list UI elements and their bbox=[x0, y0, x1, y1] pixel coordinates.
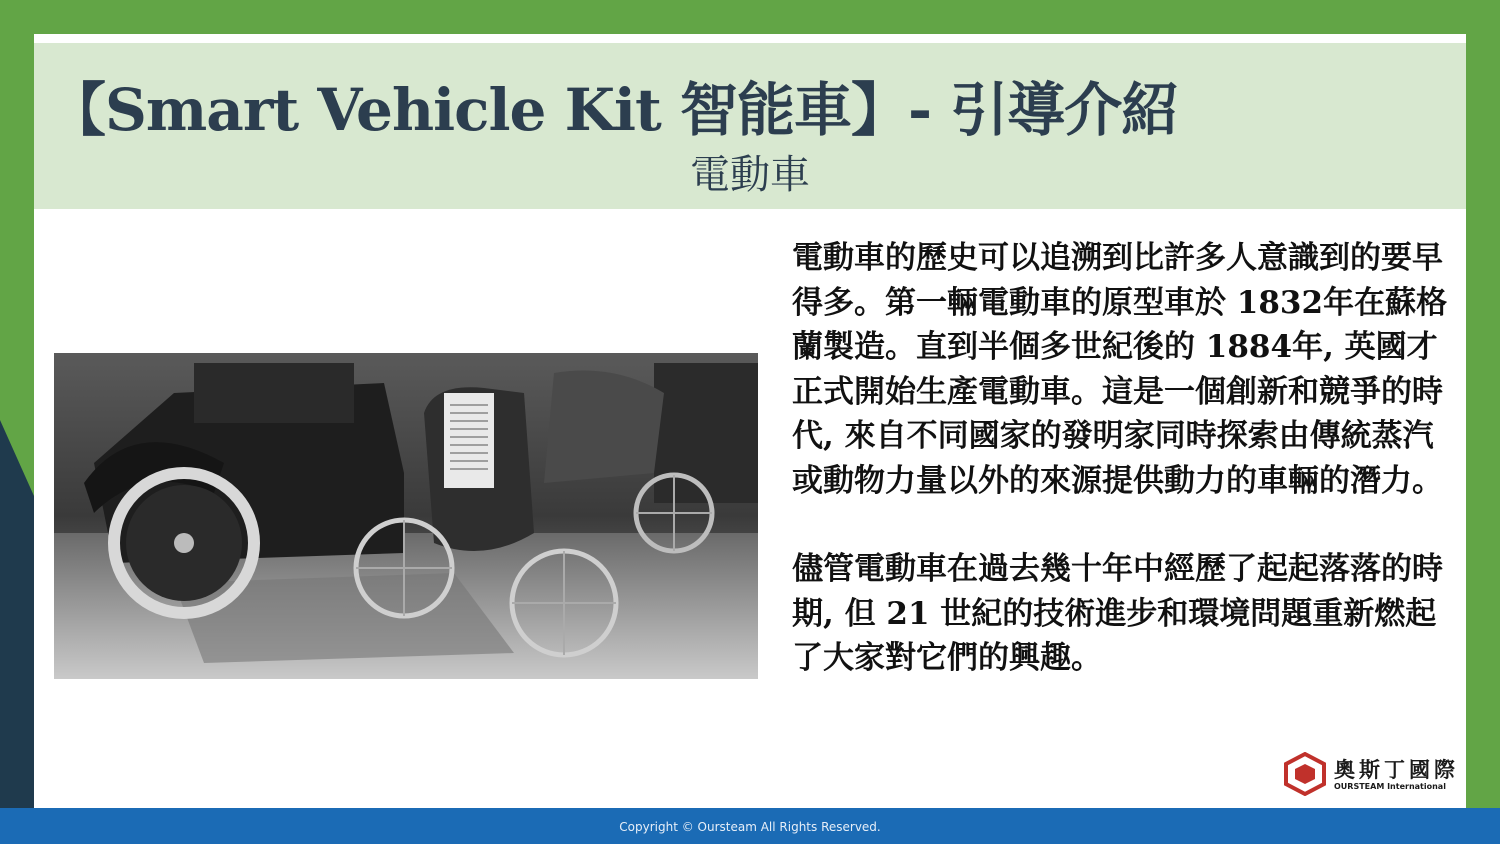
vintage-electric-car-photo bbox=[54, 353, 758, 679]
logo-name-cn: 奧斯丁國際 bbox=[1334, 758, 1459, 782]
cube-logo-icon bbox=[1284, 752, 1326, 796]
paragraph-modern: 儘管電動車在過去幾十年中經歷了起起落落的時期, 但 21 世紀的技術進步和環境問題重新燃起了大家對它們的興趣。 bbox=[792, 551, 1443, 676]
copyright-text: Copyright © Oursteam All Rights Reserved. bbox=[619, 820, 881, 834]
slide-title: 【Smart Vehicle Kit 智能車】- 引導介紹 bbox=[48, 76, 1179, 144]
company-logo bbox=[1284, 752, 1464, 796]
logo-name-en: OURSTEAM International bbox=[1334, 782, 1446, 791]
slide-canvas bbox=[34, 34, 1466, 814]
body-text bbox=[792, 236, 1452, 725]
slide-subtitle-text: 電動車 bbox=[690, 152, 810, 198]
paragraph-history: 電動車的歷史可以追溯到比許多人意識到的要早得多。第一輛電動車的原型車於 1832年在蘇格蘭製造。直到半個多世紀後的 1884年, 英國才正式開始生產電動車。這是一個創新和競爭的時代, 來自不同國家的發明家同時探索由傳統蒸汽或動物力量以外的來源提供動力的車輛的潛力。 bbox=[792, 240, 1448, 499]
slide-subtitle bbox=[34, 143, 1466, 200]
footer-bar bbox=[0, 808, 1500, 844]
slide-header bbox=[34, 43, 1466, 209]
